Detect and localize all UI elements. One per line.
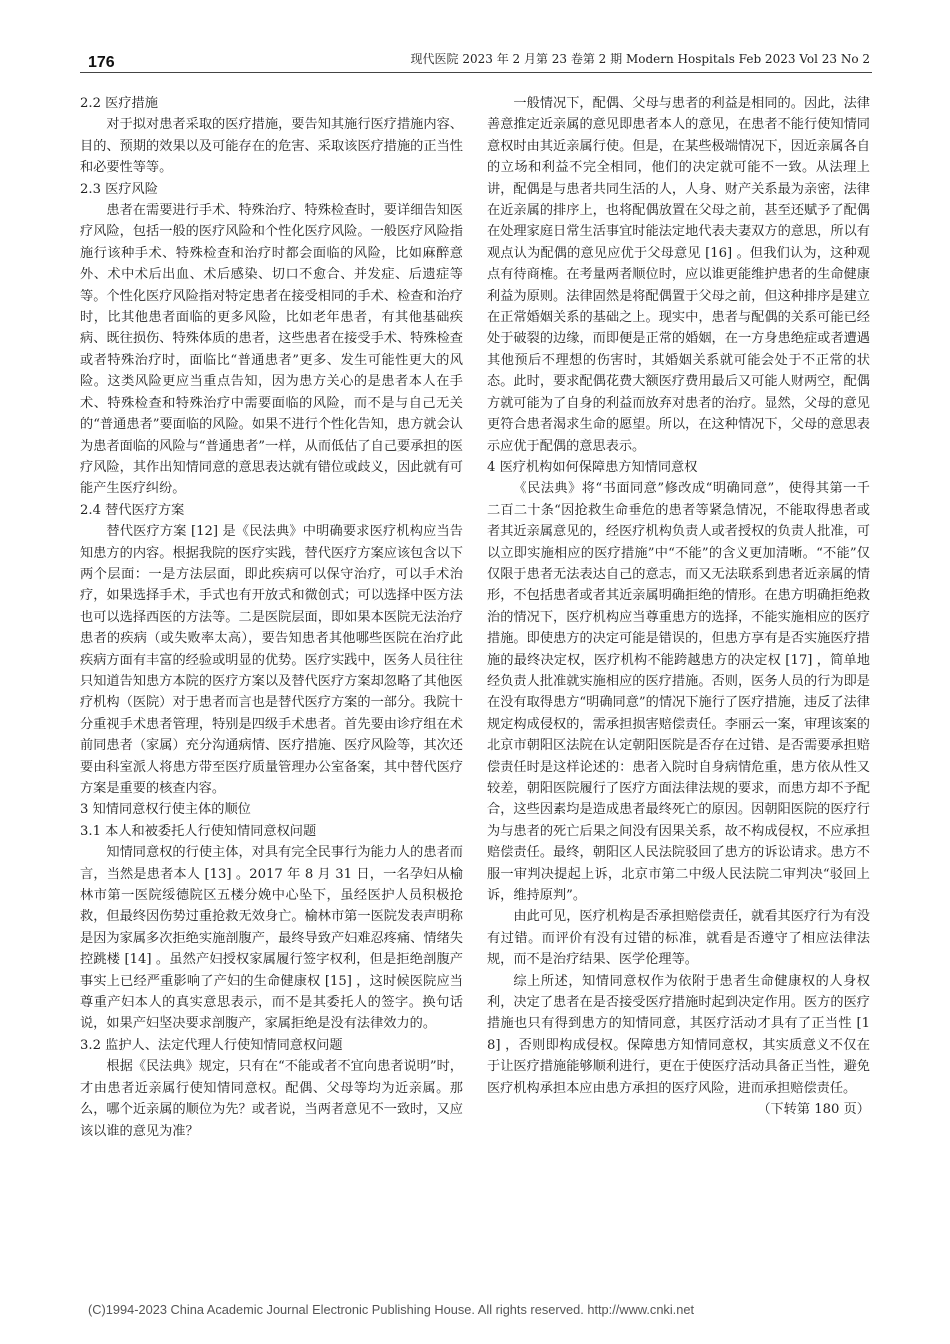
page-number: 176 (88, 54, 115, 71)
copyright-footer: (C)1994-2023 China Academic Journal Electronic Publishing House. All rights reserved. http://www.cnki.net (88, 1302, 695, 1317)
paragraph: 知情同意权的行使主体，对具有完全民事行为能力人的患者而言，当然是患者本人 [13] 。2017 年 8 月 31 日，一名孕妇从榆林市第一医院绥德院区五楼分娩中心坠下，虽经医护人员积极抢救，但最终因伤势过重抢救无效身亡。榆林市第一医院发表声明称是因为家属多次拒绝实施剖腹产，最终导致产妇难忍疼痛、情绪失控跳楼 [14] 。虽然产妇授权家属履行签字权利，但是拒绝剖腹产事实上已经严重影响了产妇的生命健康权 [15] ，这时候医院应当尊重产妇本人的真实意思表示，而不是其委托人的签字。换句话说，如果产妇坚决要求剖腹产，家属拒绝是没有法律效力的。 (80, 845, 463, 1032)
paragraph: 《民法典》将“书面同意”修改成“明确同意”，使得其第一千二百二十条“因抢救生命垂危的患者等紧急情况，不能取得患者或者其近亲属意见的，经医疗机构负责人或者授权的负责人批准，可以立即实施相应的医疗措施”中“不能”的含义更加清晰。“不能”仅仅限于患者无法表达自己的意志，而又无法联系到患者近亲属的情形，不包括患者或者其近亲属明确拒绝的情形。在患方明确拒绝救治的情况下，医疗机构应当尊重患方的选择，不能实施相应的医疗措施。即使患方的决定可能是错误的，但患方享有是否实施医疗措施的最终决定权，医疗机构不能跨越患方的决定权 [17] ，简单地经负责人批准就实施相应的医疗措施。否则，医务人员的行为即是在没有取得患方“明确同意”的情况下施行了医疗措施，违反了法律规定构成侵权的，需承担损害赔偿责任。李丽云一案，审理该案的北京市朝阳区法院在认定朝阳医院是否存在过错、是否需要承担赔偿责任时是这样论述的：患者入院时自身病情危重，患方依从性又较差，朝阳医院履行了医疗方面法律法规的要求，而患方却不予配合，这些因素均是造成患者最终死亡的原因。因朝阳医院的医疗行为与患者的死亡后果之间没有因果关系，故不构成侵权，不应承担赔偿责任。最终，朝阳区人民法院驳回了患方的诉讼请求。患方不服一审判决提起上诉，北京市第二中级人民法院二审判决“驳回上诉，维持原判”。 (487, 481, 870, 904)
section-heading: 2.3 医疗风险 (80, 181, 158, 197)
paragraph: 一般情况下，配偶、父母与患者的利益是相同的。因此，法律善意推定近亲属的意见即患者本人的意见，在患者不能行使知情同意权时由其近亲属行使。但是，在某些极端情况下，因近亲属各自的立场和利益不完全相同，他们的决定就可能不一致。从法理上讲，配偶是与患者共同生活的人，人身、财产关系最为亲密，法律在近亲属的排序上，也将配偶放置在父母之前，甚至还赋予了配偶在处理家庭日常生活事宜时能法定地代表夫妻双方的意思，所以有观点认为配偶的意见应优于父母意见 [16] 。但我们认为，这种观点有待商榷。在考量两者顺位时，应以谁更能维护患者的生命健康利益为原则。法律固然是将配偶置于父母之前，但这种排序是建立在正常婚姻关系的基础之上。现实中，患者与配偶的关系可能已经处于破裂的边缘，而即便是正常的婚姻，在一方身患绝症或者遭遇其他预后不理想的伤害时，其婚姻关系就可能会处于不正常的状态。此时，要求配偶花费大额医疗费用最后又可能人财两空，配偶方就可能为了自身的利益而放弃对患者的治疗。显然，父母的意见更符合患者渴求生命的愿望。所以，在这种情况下，父母的意思表示应优于配偶的意思表示。 (487, 96, 870, 454)
section-heading: 2.2 医疗措施 (80, 96, 158, 111)
header-divider (80, 72, 872, 73)
paragraph: 由此可见，医疗机构是否承担赔偿责任，就看其医疗行为有没有过错。而评价有没有过错的标准，就看是否遵守了相应法律法规，而不是治疗结果、医学伦理等。 (487, 909, 870, 968)
right-column (487, 93, 870, 1121)
paragraph: 患者在需要进行手术、特殊治疗、特殊检查时，要详细告知医疗风险，包括一般的医疗风险和个性化医疗风险。一般医疗风险指施行该种手术、特殊检查和治疗时都会面临的风险，比如麻醉意外、术中术后出血、术后感染、切口不愈合、并发症、后遗症等等。个性化医疗风险指对特定患者在接受相同的手术、检查和治疗时，比其他患者面临的更多风险，比如老年患者，有其他基础疾病、既往损伤、特殊体质的患者，这些患者在接受手术、特殊检查或者特殊治疗时，面临比“普通患者”更多、发生可能性更大的风险。这类风险更应当重点告知，因为患方关心的是患者本人在手术、特殊检查和特殊治疗中需要面临的风险，而不是与自己无关的“普通患者”要面临的风险。如果不进行个性化告知，患方就会认为患者面临的风险与“普通患者”一样，从而低估了自己要承担的医疗风险，其作出知情同意的意思表达就有错位或歧义，因此就有可能产生医疗纠纷。 (80, 203, 463, 497)
paragraph: 综上所述，知情同意权作为依附于患者生命健康权的人身权利，决定了患者在是否接受医疗措施时起到决定作用。医方的医疗措施也只有得到患方的知情同意，其医疗活动才具有了正当性 [18] ，否则即构成侵权。保障患方知情同意权，其实质意义不仅在于让医疗措施能够顺利进行，更在于使医疗活动具备正当性，避免医疗机构承担本应由患方承担的医疗风险，进而承担赔偿责任。 (487, 973, 870, 1096)
journal-running-header: 现代医院 2023 年 2 月第 23 卷第 2 期 Modern Hospitals Feb 2023 Vol 23 No 2 (410, 52, 870, 66)
section-heading: 3 知情同意权行使主体的顺位 (80, 802, 251, 818)
section-heading: 2.4 替代医疗方案 (80, 502, 185, 518)
section-heading: 3.1 本人和被委托人行使知情同意权问题 (80, 823, 317, 839)
continued-note: （下转第 180 页） (757, 1102, 870, 1118)
left-column (80, 93, 463, 1142)
paragraph: 对于拟对患者采取的医疗措施，要告知其施行医疗措施内容、目的、预期的效果以及可能存在的危害、采取该医疗措施的正当性和必要性等等。 (80, 117, 463, 176)
section-heading: 3.2 监护人、法定代理人行使知情同意权问题 (80, 1037, 343, 1053)
paragraph: 根据《民法典》规定，只有在“不能或者不宜向患者说明”时，才由患者近亲属行使知情同意权。配偶、父母等均为近亲属。那么，哪个近亲属的顺位为先？或者说，当两者意见不一致时，又应该以谁的意见为准？ (80, 1059, 463, 1139)
paragraph: 替代医疗方案 [12] 是《民法典》中明确要求医疗机构应当告知患方的内容。根据我院的医疗实践，替代医疗方案应该包含以下两个层面：一是方法层面，即此疾病可以保守治疗，可以手术治疗，如果选择手术，手式也有开放式和微创式；可以选择中医方法也可以选择西医的方法等。二是医院层面，即如果本医院无法治疗患者的疾病（或失败率太高），要告知患者其他哪些医院在治疗此疾病方面有丰富的经验或明显的优势。医疗实践中，医务人员往往只知道告知患方本院的医疗方案以及替代医疗方案却忽略了其他医疗机构（医院）对于患者而言也是替代医疗方案的一部分。我院十分重视手术患者管理，特别是四级手术患者。首先要由诊疗组在术前同患者（家属）充分沟通病情、医疗措施、医疗风险等，其次还要由科室派人将患方带至医疗质量管理办公室备案，其中替代医疗方案是重要的核查内容。 (80, 524, 463, 796)
section-heading: 4 医疗机构如何保障患方知情同意权 (487, 459, 698, 475)
